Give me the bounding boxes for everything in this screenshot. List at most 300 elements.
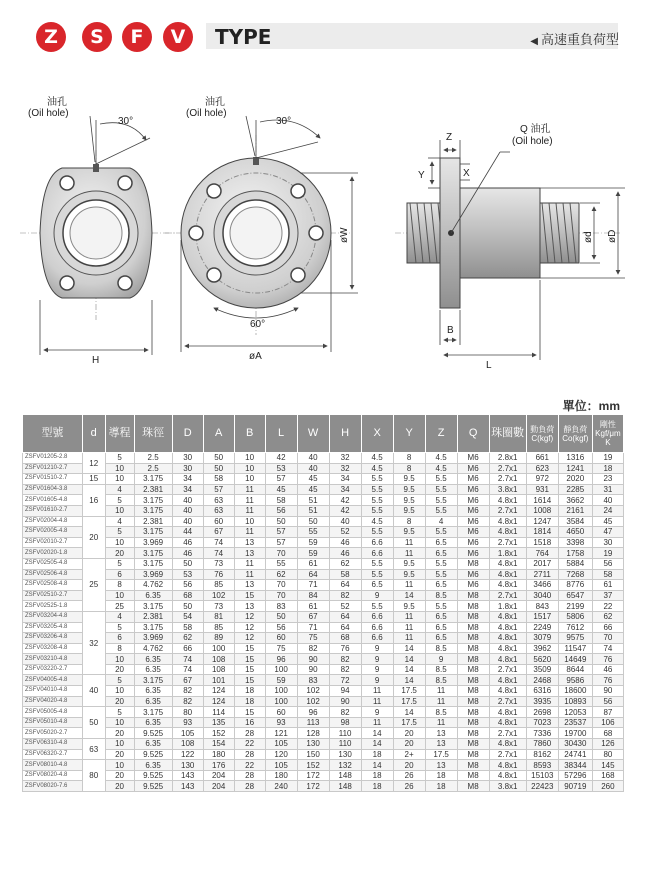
value-cell: 9.5 <box>393 474 425 485</box>
value-cell: 67 <box>297 611 329 622</box>
value-cell: 74 <box>203 537 234 548</box>
value-cell: 80 <box>592 749 623 760</box>
value-cell: M8 <box>457 664 489 675</box>
value-cell: 4.8x1 <box>489 611 526 622</box>
technical-drawing <box>0 80 645 380</box>
value-cell: 28 <box>234 749 265 760</box>
value-cell: 4 <box>105 611 134 622</box>
left-oil-hole-cn: 油孔 <box>47 97 67 108</box>
value-cell: M6 <box>457 453 489 464</box>
value-cell: 4.8x1 <box>489 770 526 781</box>
value-cell: 100 <box>265 686 297 697</box>
value-cell: 5 <box>105 622 134 633</box>
table-row <box>23 686 624 697</box>
value-cell: 2.7x1 <box>489 749 526 760</box>
value-cell: 20 <box>105 770 134 781</box>
value-cell: 105 <box>172 728 203 739</box>
value-cell: 18600 <box>558 686 592 697</box>
value-cell: 62 <box>329 558 361 569</box>
value-cell: M8 <box>457 558 489 569</box>
value-cell: 15 <box>234 664 265 675</box>
value-cell: 5 <box>105 558 134 569</box>
value-cell: M8 <box>457 686 489 697</box>
value-cell: 34 <box>329 484 361 495</box>
value-cell: 76 <box>592 654 623 665</box>
value-cell: 72 <box>329 675 361 686</box>
value-cell: 9.5 <box>393 569 425 580</box>
value-cell: 55 <box>265 558 297 569</box>
value-cell: 28 <box>234 781 265 792</box>
value-cell: 5 <box>105 707 134 718</box>
value-cell: 1247 <box>526 516 558 527</box>
badge-v: V <box>163 22 193 52</box>
value-cell: 3509 <box>526 664 558 675</box>
label-H: H <box>92 355 100 366</box>
value-cell: 172 <box>297 770 329 781</box>
value-cell: 5 <box>105 495 134 506</box>
value-cell: 10 <box>105 686 134 697</box>
middle-flange-view <box>165 95 358 362</box>
value-cell: 12 <box>234 611 265 622</box>
value-cell: 3.175 <box>134 707 172 718</box>
value-cell: 60 <box>265 707 297 718</box>
value-cell: 9.525 <box>134 749 172 760</box>
value-cell: 9 <box>361 654 393 665</box>
value-cell: 2.381 <box>134 516 172 527</box>
col-header-1: d <box>82 415 105 453</box>
value-cell: 10 <box>105 717 134 728</box>
col-header-11: Y <box>393 415 425 453</box>
value-cell: 40 <box>592 495 623 506</box>
value-cell: 4.8x1 <box>489 739 526 750</box>
value-cell: 23 <box>592 474 623 485</box>
value-cell: 45 <box>265 484 297 495</box>
value-cell: 6.5 <box>425 622 457 633</box>
value-cell: 2161 <box>558 505 592 516</box>
value-cell: 14 <box>393 643 425 654</box>
table-row <box>23 516 624 527</box>
value-cell: 9.525 <box>134 728 172 739</box>
value-cell: 5.5 <box>425 527 457 538</box>
value-cell: 45 <box>297 484 329 495</box>
table-row <box>23 463 624 474</box>
value-cell: 3.175 <box>134 622 172 633</box>
value-cell: 2020 <box>558 474 592 485</box>
value-cell: M6 <box>457 569 489 580</box>
value-cell: 122 <box>172 749 203 760</box>
model-cell: ZSFV01605-4.8 <box>23 495 83 506</box>
model-cell: ZSFV01205-2.8 <box>23 453 83 464</box>
value-cell: M6 <box>457 527 489 538</box>
value-cell: 13 <box>425 728 457 739</box>
value-cell: 37 <box>592 590 623 601</box>
value-cell: 1517 <box>526 611 558 622</box>
value-cell: 24741 <box>558 749 592 760</box>
value-cell: M8 <box>457 739 489 750</box>
col-header-4: D <box>172 415 203 453</box>
table-row <box>23 717 624 728</box>
value-cell: 70 <box>265 590 297 601</box>
value-cell: 16 <box>234 717 265 728</box>
value-cell: 9 <box>361 590 393 601</box>
badge-f: F <box>122 22 152 52</box>
value-cell: 60 <box>265 633 297 644</box>
value-cell: 98 <box>329 717 361 728</box>
value-cell: 11 <box>393 633 425 644</box>
value-cell: 6.5 <box>425 580 457 591</box>
value-cell: 4.5 <box>425 453 457 464</box>
value-cell: 4.5 <box>361 463 393 474</box>
value-cell: 3.969 <box>134 633 172 644</box>
value-cell: 57 <box>203 484 234 495</box>
diameter-cell: 63 <box>82 739 105 760</box>
value-cell: 5.5 <box>361 527 393 538</box>
value-cell: 11 <box>361 696 393 707</box>
value-cell: 9 <box>361 643 393 654</box>
value-cell: 90 <box>297 664 329 675</box>
value-cell: 1316 <box>558 453 592 464</box>
table-row <box>23 622 624 633</box>
value-cell: 17.5 <box>425 749 457 760</box>
value-cell: 2.8x1 <box>489 453 526 464</box>
table-row <box>23 505 624 516</box>
value-cell: M8 <box>457 717 489 728</box>
value-cell: 56 <box>592 558 623 569</box>
value-cell: 28 <box>234 728 265 739</box>
value-cell: 82 <box>329 664 361 675</box>
value-cell: 4650 <box>558 527 592 538</box>
value-cell: 75 <box>265 643 297 654</box>
value-cell: 5 <box>105 527 134 538</box>
value-cell: 2017 <box>526 558 558 569</box>
value-cell: 70 <box>592 633 623 644</box>
model-cell: ZSFV02525-1.8 <box>23 601 83 612</box>
value-cell: 22 <box>592 601 623 612</box>
diameter-cell: 25 <box>82 558 105 611</box>
value-cell: 12 <box>234 633 265 644</box>
value-cell: M8 <box>457 611 489 622</box>
value-cell: 2249 <box>526 622 558 633</box>
value-cell: M8 <box>457 760 489 771</box>
value-cell: 10 <box>105 463 134 474</box>
value-cell: 9.5 <box>393 505 425 516</box>
model-cell: ZSFV03210-4.8 <box>23 654 83 665</box>
value-cell: 64 <box>329 622 361 633</box>
value-cell: 3662 <box>558 495 592 506</box>
model-cell: ZSFV02506-4.8 <box>23 569 83 580</box>
value-cell: 143 <box>172 770 203 781</box>
value-cell: 843 <box>526 601 558 612</box>
value-cell: 96 <box>265 654 297 665</box>
table-row <box>23 548 624 559</box>
value-cell: 4.762 <box>134 643 172 654</box>
value-cell: 14 <box>393 664 425 675</box>
value-cell: 1614 <box>526 495 558 506</box>
value-cell: 14 <box>393 675 425 686</box>
value-cell: 2.7x1 <box>489 474 526 485</box>
value-cell: 124 <box>203 686 234 697</box>
value-cell: 5.5 <box>425 601 457 612</box>
value-cell: 10 <box>234 453 265 464</box>
table-row <box>23 495 624 506</box>
value-cell: 80 <box>172 707 203 718</box>
value-cell: 8.5 <box>425 664 457 675</box>
value-cell: 2.7x1 <box>489 664 526 675</box>
value-cell: 73 <box>203 558 234 569</box>
value-cell: 6 <box>105 633 134 644</box>
value-cell: 9.5 <box>393 484 425 495</box>
value-cell: 6.35 <box>134 664 172 675</box>
value-cell: 10 <box>234 474 265 485</box>
model-cell: ZSFV08020-7.6 <box>23 781 83 792</box>
value-cell: 22 <box>234 739 265 750</box>
value-cell: 18 <box>592 463 623 474</box>
value-cell: 11 <box>393 611 425 622</box>
value-cell: M8 <box>457 781 489 792</box>
value-cell: 5884 <box>558 558 592 569</box>
table-row <box>23 633 624 644</box>
value-cell: M8 <box>457 590 489 601</box>
value-cell: 3584 <box>558 516 592 527</box>
label-60: 60° <box>250 319 266 330</box>
value-cell: 94 <box>329 686 361 697</box>
value-cell: 4.8x1 <box>489 569 526 580</box>
value-cell: M6 <box>457 484 489 495</box>
value-cell: M8 <box>457 601 489 612</box>
value-cell: 15 <box>234 654 265 665</box>
col-header-6: B <box>234 415 265 453</box>
value-cell: 108 <box>203 664 234 675</box>
table-row <box>23 611 624 622</box>
value-cell: 13 <box>425 760 457 771</box>
value-cell: 1008 <box>526 505 558 516</box>
value-cell: 62 <box>265 569 297 580</box>
col-header-12: Z <box>425 415 457 453</box>
value-cell: 5.5 <box>425 484 457 495</box>
value-cell: 20 <box>105 749 134 760</box>
value-cell: 4.8x1 <box>489 580 526 591</box>
model-cell: ZSFV03220-2.7 <box>23 664 83 675</box>
value-cell: 11 <box>361 717 393 728</box>
value-cell: 6547 <box>558 590 592 601</box>
value-cell: 105 <box>265 739 297 750</box>
value-cell: 26 <box>393 770 425 781</box>
table-row <box>23 643 624 654</box>
model-cell: ZSFV05010-4.8 <box>23 717 83 728</box>
value-cell: 126 <box>592 739 623 750</box>
diameter-cell: 80 <box>82 760 105 792</box>
value-cell: 5.5 <box>361 495 393 506</box>
value-cell: 15103 <box>526 770 558 781</box>
left-oil-hole-en: (Oil hole) <box>28 108 69 119</box>
value-cell: 3079 <box>526 633 558 644</box>
model-cell: ZSFV01610-2.7 <box>23 505 83 516</box>
value-cell: 71 <box>297 580 329 591</box>
value-cell: 9.525 <box>134 770 172 781</box>
value-cell: 102 <box>297 686 329 697</box>
model-cell: ZSFV02010-2.7 <box>23 537 83 548</box>
value-cell: M6 <box>457 516 489 527</box>
value-cell: 204 <box>203 781 234 792</box>
value-cell: M6 <box>457 474 489 485</box>
value-cell: 11547 <box>558 643 592 654</box>
value-cell: 8644 <box>558 664 592 675</box>
label-B: B <box>447 325 454 336</box>
value-cell: 74 <box>172 654 203 665</box>
value-cell: 11 <box>234 569 265 580</box>
model-cell: ZSFV08010-4.8 <box>23 760 83 771</box>
value-cell: 172 <box>297 781 329 792</box>
value-cell: 54 <box>172 611 203 622</box>
value-cell: 40 <box>329 516 361 527</box>
value-cell: 22423 <box>526 781 558 792</box>
value-cell: 2.381 <box>134 484 172 495</box>
value-cell: 10 <box>105 590 134 601</box>
value-cell: 50 <box>265 611 297 622</box>
value-cell: 5 <box>105 453 134 464</box>
series-subtitle: ◀ 高速重負荷型 <box>530 29 619 48</box>
value-cell: 82 <box>172 686 203 697</box>
value-cell: 32 <box>329 453 361 464</box>
header <box>0 0 645 58</box>
value-cell: 53 <box>172 569 203 580</box>
value-cell: 11 <box>234 527 265 538</box>
value-cell: 34 <box>329 474 361 485</box>
value-cell: 17.5 <box>393 696 425 707</box>
value-cell: 18 <box>361 749 393 760</box>
value-cell: 13 <box>234 601 265 612</box>
value-cell: 46 <box>329 537 361 548</box>
model-cell: ZSFV05020-2.7 <box>23 728 83 739</box>
value-cell: 28 <box>234 770 265 781</box>
value-cell: 51 <box>297 495 329 506</box>
value-cell: 13 <box>234 580 265 591</box>
value-cell: 42 <box>329 495 361 506</box>
value-cell: 46 <box>172 537 203 548</box>
value-cell: 15 <box>234 643 265 654</box>
value-cell: 130 <box>329 749 361 760</box>
value-cell: 74 <box>592 643 623 654</box>
value-cell: 20 <box>105 696 134 707</box>
value-cell: M8 <box>457 654 489 665</box>
table-row <box>23 728 624 739</box>
diameter-cell: 50 <box>82 707 105 739</box>
table-row <box>23 760 624 771</box>
value-cell: 6.6 <box>361 537 393 548</box>
value-cell: 11 <box>234 558 265 569</box>
value-cell: 10 <box>234 463 265 474</box>
value-cell: 63 <box>203 505 234 516</box>
value-cell: 120 <box>265 749 297 760</box>
value-cell: M8 <box>457 633 489 644</box>
value-cell: 90 <box>592 686 623 697</box>
value-cell: 87 <box>592 707 623 718</box>
value-cell: 19700 <box>558 728 592 739</box>
value-cell: 8.5 <box>425 675 457 686</box>
value-cell: 20 <box>393 739 425 750</box>
value-cell: 22 <box>234 760 265 771</box>
value-cell: M8 <box>457 749 489 760</box>
table-body <box>23 453 624 792</box>
value-cell: 10 <box>234 516 265 527</box>
value-cell: 11 <box>234 505 265 516</box>
model-cell: ZSFV02005-4.8 <box>23 527 83 538</box>
value-cell: 5.5 <box>425 505 457 516</box>
value-cell: 70 <box>265 548 297 559</box>
value-cell: 70 <box>265 580 297 591</box>
value-cell: 8 <box>393 516 425 527</box>
value-cell: 2.7x1 <box>489 728 526 739</box>
value-cell: 18 <box>425 770 457 781</box>
value-cell: 102 <box>203 590 234 601</box>
value-cell: 2468 <box>526 675 558 686</box>
value-cell: 3.175 <box>134 495 172 506</box>
value-cell: 8593 <box>526 760 558 771</box>
value-cell: M6 <box>457 505 489 516</box>
value-cell: 108 <box>203 654 234 665</box>
value-cell: 10 <box>105 474 134 485</box>
value-cell: 83 <box>297 675 329 686</box>
value-cell: 62 <box>592 611 623 622</box>
value-cell: 18 <box>234 696 265 707</box>
value-cell: 128 <box>297 728 329 739</box>
value-cell: 13 <box>234 548 265 559</box>
value-cell: 24 <box>592 505 623 516</box>
value-cell: 110 <box>329 739 361 750</box>
value-cell: 18 <box>361 770 393 781</box>
model-cell: ZSFV02510-2.7 <box>23 590 83 601</box>
middle-angle-label: 30° <box>276 116 292 127</box>
label-W: øW <box>339 227 350 243</box>
value-cell: 56 <box>592 696 623 707</box>
value-cell: 62 <box>172 633 203 644</box>
value-cell: 240 <box>265 781 297 792</box>
value-cell: M6 <box>457 495 489 506</box>
value-cell: 64 <box>329 611 361 622</box>
value-cell: 30 <box>172 453 203 464</box>
value-cell: 85 <box>203 622 234 633</box>
diameter-cell: 20 <box>82 516 105 558</box>
model-cell: ZSFV01604-3.8 <box>23 484 83 495</box>
label-X: X <box>463 168 470 179</box>
value-cell: 5.5 <box>361 601 393 612</box>
table-row <box>23 601 624 612</box>
value-cell: 4.8x1 <box>489 622 526 633</box>
value-cell: 6.5 <box>425 537 457 548</box>
table-row <box>23 696 624 707</box>
table-row <box>23 474 624 485</box>
value-cell: 11 <box>234 495 265 506</box>
value-cell: 4.8x1 <box>489 717 526 728</box>
value-cell: 105 <box>265 760 297 771</box>
value-cell: 110 <box>329 728 361 739</box>
model-cell: ZSFV03206-4.8 <box>23 633 83 644</box>
value-cell: 58 <box>329 569 361 580</box>
value-cell: 8.5 <box>425 590 457 601</box>
table-row <box>23 654 624 665</box>
value-cell: 154 <box>203 739 234 750</box>
value-cell: 18 <box>361 781 393 792</box>
value-cell: 5.5 <box>361 558 393 569</box>
value-cell: 40 <box>172 505 203 516</box>
value-cell: 50 <box>203 463 234 474</box>
table-row <box>23 749 624 760</box>
label-Y: Y <box>418 170 425 181</box>
value-cell: 6.35 <box>134 654 172 665</box>
value-cell: 101 <box>203 675 234 686</box>
value-cell: 14 <box>361 728 393 739</box>
value-cell: 50 <box>172 601 203 612</box>
